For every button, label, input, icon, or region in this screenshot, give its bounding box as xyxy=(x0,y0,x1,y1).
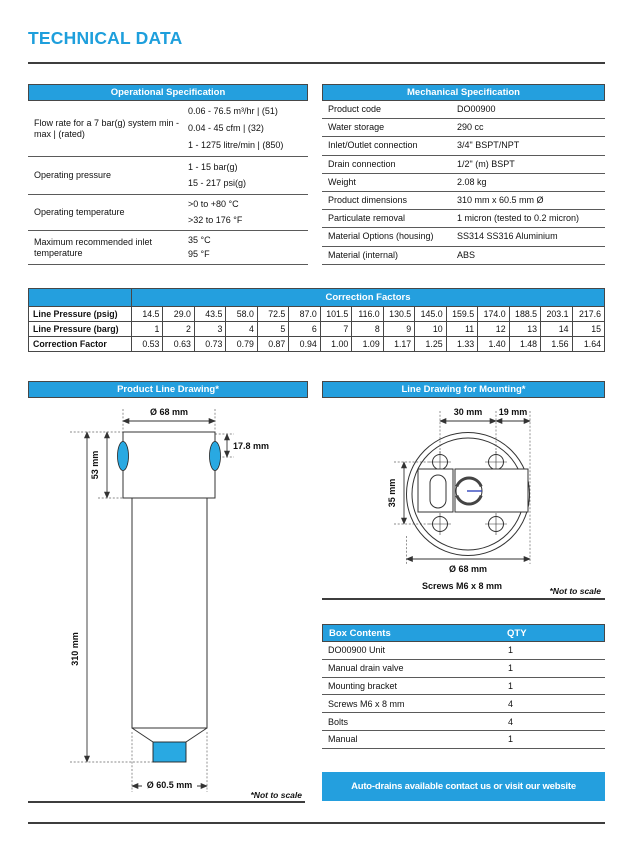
table-row xyxy=(322,731,605,749)
dimension-label-diameter: Ø 68 mm xyxy=(448,564,488,574)
psig-value: 58.0 xyxy=(226,306,257,321)
table-row xyxy=(322,695,605,713)
box-contents-header: Box Contents xyxy=(329,627,391,639)
filter-head-outline xyxy=(123,432,215,498)
factor-value: 0.87 xyxy=(258,336,289,351)
row-value: 3/4" BSPT/NPT xyxy=(457,140,520,151)
row-label: Operating temperature xyxy=(34,207,125,217)
row-value: 310 mm x 60.5 mm Ø xyxy=(457,195,544,206)
psig-value: 72.5 xyxy=(258,306,289,321)
row-label: Correction Factor xyxy=(29,336,132,351)
table-row xyxy=(322,678,605,696)
page-title: TECHNICAL DATA xyxy=(28,28,183,48)
psig-value: 87.0 xyxy=(289,306,320,321)
row-value: 35 °C xyxy=(188,234,211,245)
row-label: Maximum recommended inlet temperature xyxy=(34,236,153,258)
barg-value: 12 xyxy=(478,321,509,336)
psig-value: 116.0 xyxy=(352,306,383,321)
table-row xyxy=(322,192,605,210)
table-row xyxy=(28,195,308,231)
psig-value: 101.5 xyxy=(321,306,352,321)
item-qty: 1 xyxy=(508,663,514,674)
row-value: >0 to +80 °C xyxy=(188,199,239,210)
dimension-label-bottom-diameter: Ø 60.5 mm xyxy=(146,780,193,790)
row-label: Product dimensions xyxy=(328,195,408,206)
table-row xyxy=(322,642,605,660)
factor-value: 1.25 xyxy=(415,336,446,351)
bracket-slot xyxy=(430,475,446,508)
factor-value: 1.64 xyxy=(573,336,604,351)
title-divider xyxy=(28,62,605,64)
item-name: Screws M6 x 8 mm xyxy=(328,698,405,709)
product-drawing-header: Product Line Drawing* xyxy=(28,381,308,398)
dimension-label-head-height: 53 mm xyxy=(90,450,100,480)
row-label: Line Pressure (psig) xyxy=(29,306,132,321)
row-label: Particulate removal xyxy=(328,213,406,224)
row-value: 0.06 - 76.5 m³/hr | (51) xyxy=(188,106,278,116)
psig-value: 43.5 xyxy=(195,306,226,321)
table-row xyxy=(322,119,605,137)
table-row xyxy=(322,210,605,228)
table-row xyxy=(322,137,605,155)
auto-drains-banner: Auto-drains available contact us or visit our website xyxy=(322,772,605,801)
factor-value: 0.73 xyxy=(195,336,226,351)
row-label: Drain connection xyxy=(328,158,396,169)
mechanical-spec-table xyxy=(322,84,605,265)
barg-value: 8 xyxy=(352,321,383,336)
barg-value: 3 xyxy=(195,321,226,336)
dimension-label-total-height: 310 mm xyxy=(70,632,80,666)
factor-value: 1.17 xyxy=(384,336,415,351)
item-qty: 1 xyxy=(508,680,514,691)
barg-value: 1 xyxy=(132,321,163,336)
row-label: Inlet/Outlet connection xyxy=(328,140,418,151)
barg-value: 13 xyxy=(510,321,541,336)
row-label: Line Pressure (barg) xyxy=(29,321,132,336)
psig-value: 14.5 xyxy=(132,306,163,321)
table-row xyxy=(28,231,308,265)
psig-value: 130.5 xyxy=(384,306,415,321)
row-value: SS314 SS316 Aluminium xyxy=(457,231,558,242)
dimension-label-port: 17.8 mm xyxy=(233,441,270,451)
factor-value: 1.09 xyxy=(352,336,383,351)
outlet-port xyxy=(210,442,221,471)
item-name: Bolts xyxy=(328,716,349,727)
table-row xyxy=(322,156,605,174)
barg-value: 11 xyxy=(447,321,478,336)
barg-value: 2 xyxy=(163,321,194,336)
table-row xyxy=(28,101,308,157)
dimension-label-hole-spacing: 30 mm xyxy=(453,407,483,417)
psig-value: 174.0 xyxy=(478,306,509,321)
dimension-label-edge: 19 mm xyxy=(498,407,528,417)
row-value: DO00900 xyxy=(457,104,496,115)
row-value: 290 cc xyxy=(457,122,484,133)
row-value: 1 micron (tested to 0.2 micron) xyxy=(457,213,580,224)
row-value: 15 - 217 psi(g) xyxy=(188,178,247,189)
table-row xyxy=(322,713,605,731)
box-contents-table xyxy=(322,624,605,749)
factor-value: 0.94 xyxy=(289,336,320,351)
screws-caption: Screws M6 x 8 mm xyxy=(421,581,503,591)
barg-value: 6 xyxy=(289,321,320,336)
row-label: Product code xyxy=(328,104,382,115)
row-label: Material Options (housing) xyxy=(328,231,434,242)
operational-spec-header: Operational Specification xyxy=(28,84,308,101)
box-contents-header-row xyxy=(322,624,605,642)
table-row xyxy=(322,174,605,192)
inlet-port xyxy=(118,442,129,471)
product-line-drawing xyxy=(28,398,308,802)
item-qty: 1 xyxy=(508,645,514,656)
psig-value: 145.0 xyxy=(415,306,446,321)
mounting-drawing-header: Line Drawing for Mounting* xyxy=(322,381,605,398)
correction-factors-table xyxy=(28,288,605,352)
psig-value: 217.6 xyxy=(573,306,604,321)
row-value: 0.04 - 45 cfm | (32) xyxy=(188,123,264,133)
row-value: >32 to 176 °F xyxy=(188,214,243,225)
factor-value: 0.63 xyxy=(163,336,194,351)
row-label: Flow rate for a 7 bar(g) system min - max | (rated) xyxy=(34,117,180,139)
factor-value: 1.40 xyxy=(478,336,509,351)
row-label: Weight xyxy=(328,176,356,187)
factor-value: 0.53 xyxy=(132,336,163,351)
row-value: 1 - 1275 litre/min | (850) xyxy=(188,140,284,150)
not-to-scale-note: *Not to scale xyxy=(250,790,302,800)
row-value: 95 °F xyxy=(188,249,210,260)
table-row xyxy=(322,660,605,678)
psig-value: 203.1 xyxy=(541,306,572,321)
row-label: Operating pressure xyxy=(34,170,112,180)
factor-value: 1.56 xyxy=(541,336,572,351)
item-name: DO00900 Unit xyxy=(328,645,386,656)
factor-value: 1.48 xyxy=(510,336,541,351)
barg-value: 10 xyxy=(415,321,446,336)
item-name: Manual drain valve xyxy=(328,663,404,674)
table-row xyxy=(322,247,605,265)
row-value: ABS xyxy=(457,249,476,260)
drain-valve xyxy=(153,742,186,762)
not-to-scale-note: *Not to scale xyxy=(549,586,601,596)
barg-value: 7 xyxy=(321,321,352,336)
row-value: 1/2" (m) BSPT xyxy=(457,158,515,169)
corner-cell xyxy=(29,289,132,306)
psig-value: 159.5 xyxy=(447,306,478,321)
dimension-label-vertical: 35 mm xyxy=(387,478,397,508)
bowl-taper-line xyxy=(186,728,207,742)
table-row xyxy=(28,157,308,195)
barg-value: 4 xyxy=(226,321,257,336)
row-value: 2.08 kg xyxy=(457,176,487,187)
table-row xyxy=(322,228,605,246)
psig-value: 188.5 xyxy=(510,306,541,321)
item-qty: 4 xyxy=(508,716,514,727)
barg-value: 5 xyxy=(258,321,289,336)
barg-value: 9 xyxy=(384,321,415,336)
row-value: 1 - 15 bar(g) xyxy=(188,161,238,172)
row-label: Water storage xyxy=(328,122,385,133)
row-label: Material (internal) xyxy=(328,249,399,260)
barg-value: 15 xyxy=(573,321,604,336)
dimension-label-top-diameter: Ø 68 mm xyxy=(149,407,189,417)
table-row xyxy=(322,101,605,119)
item-qty: 1 xyxy=(508,734,514,745)
item-name: Mounting bracket xyxy=(328,680,398,691)
barg-value: 14 xyxy=(541,321,572,336)
mechanical-spec-header: Mechanical Specification xyxy=(322,84,605,101)
factor-value: 0.79 xyxy=(226,336,257,351)
page-bottom-divider xyxy=(28,822,605,824)
psig-value: 29.0 xyxy=(163,306,194,321)
mounting-drawing-divider xyxy=(322,598,605,600)
factor-value: 1.33 xyxy=(447,336,478,351)
product-drawing-divider xyxy=(28,801,305,803)
factor-value: 1.00 xyxy=(321,336,352,351)
item-qty: 4 xyxy=(508,698,514,709)
correction-factors-header: Correction Factors xyxy=(132,289,604,306)
mounting-line-drawing xyxy=(322,398,605,599)
item-name: Manual xyxy=(328,734,358,745)
filter-bowl-outline xyxy=(132,498,207,728)
operational-spec-table xyxy=(28,84,308,265)
bowl-taper-line xyxy=(132,728,153,742)
qty-header: QTY xyxy=(507,627,527,639)
